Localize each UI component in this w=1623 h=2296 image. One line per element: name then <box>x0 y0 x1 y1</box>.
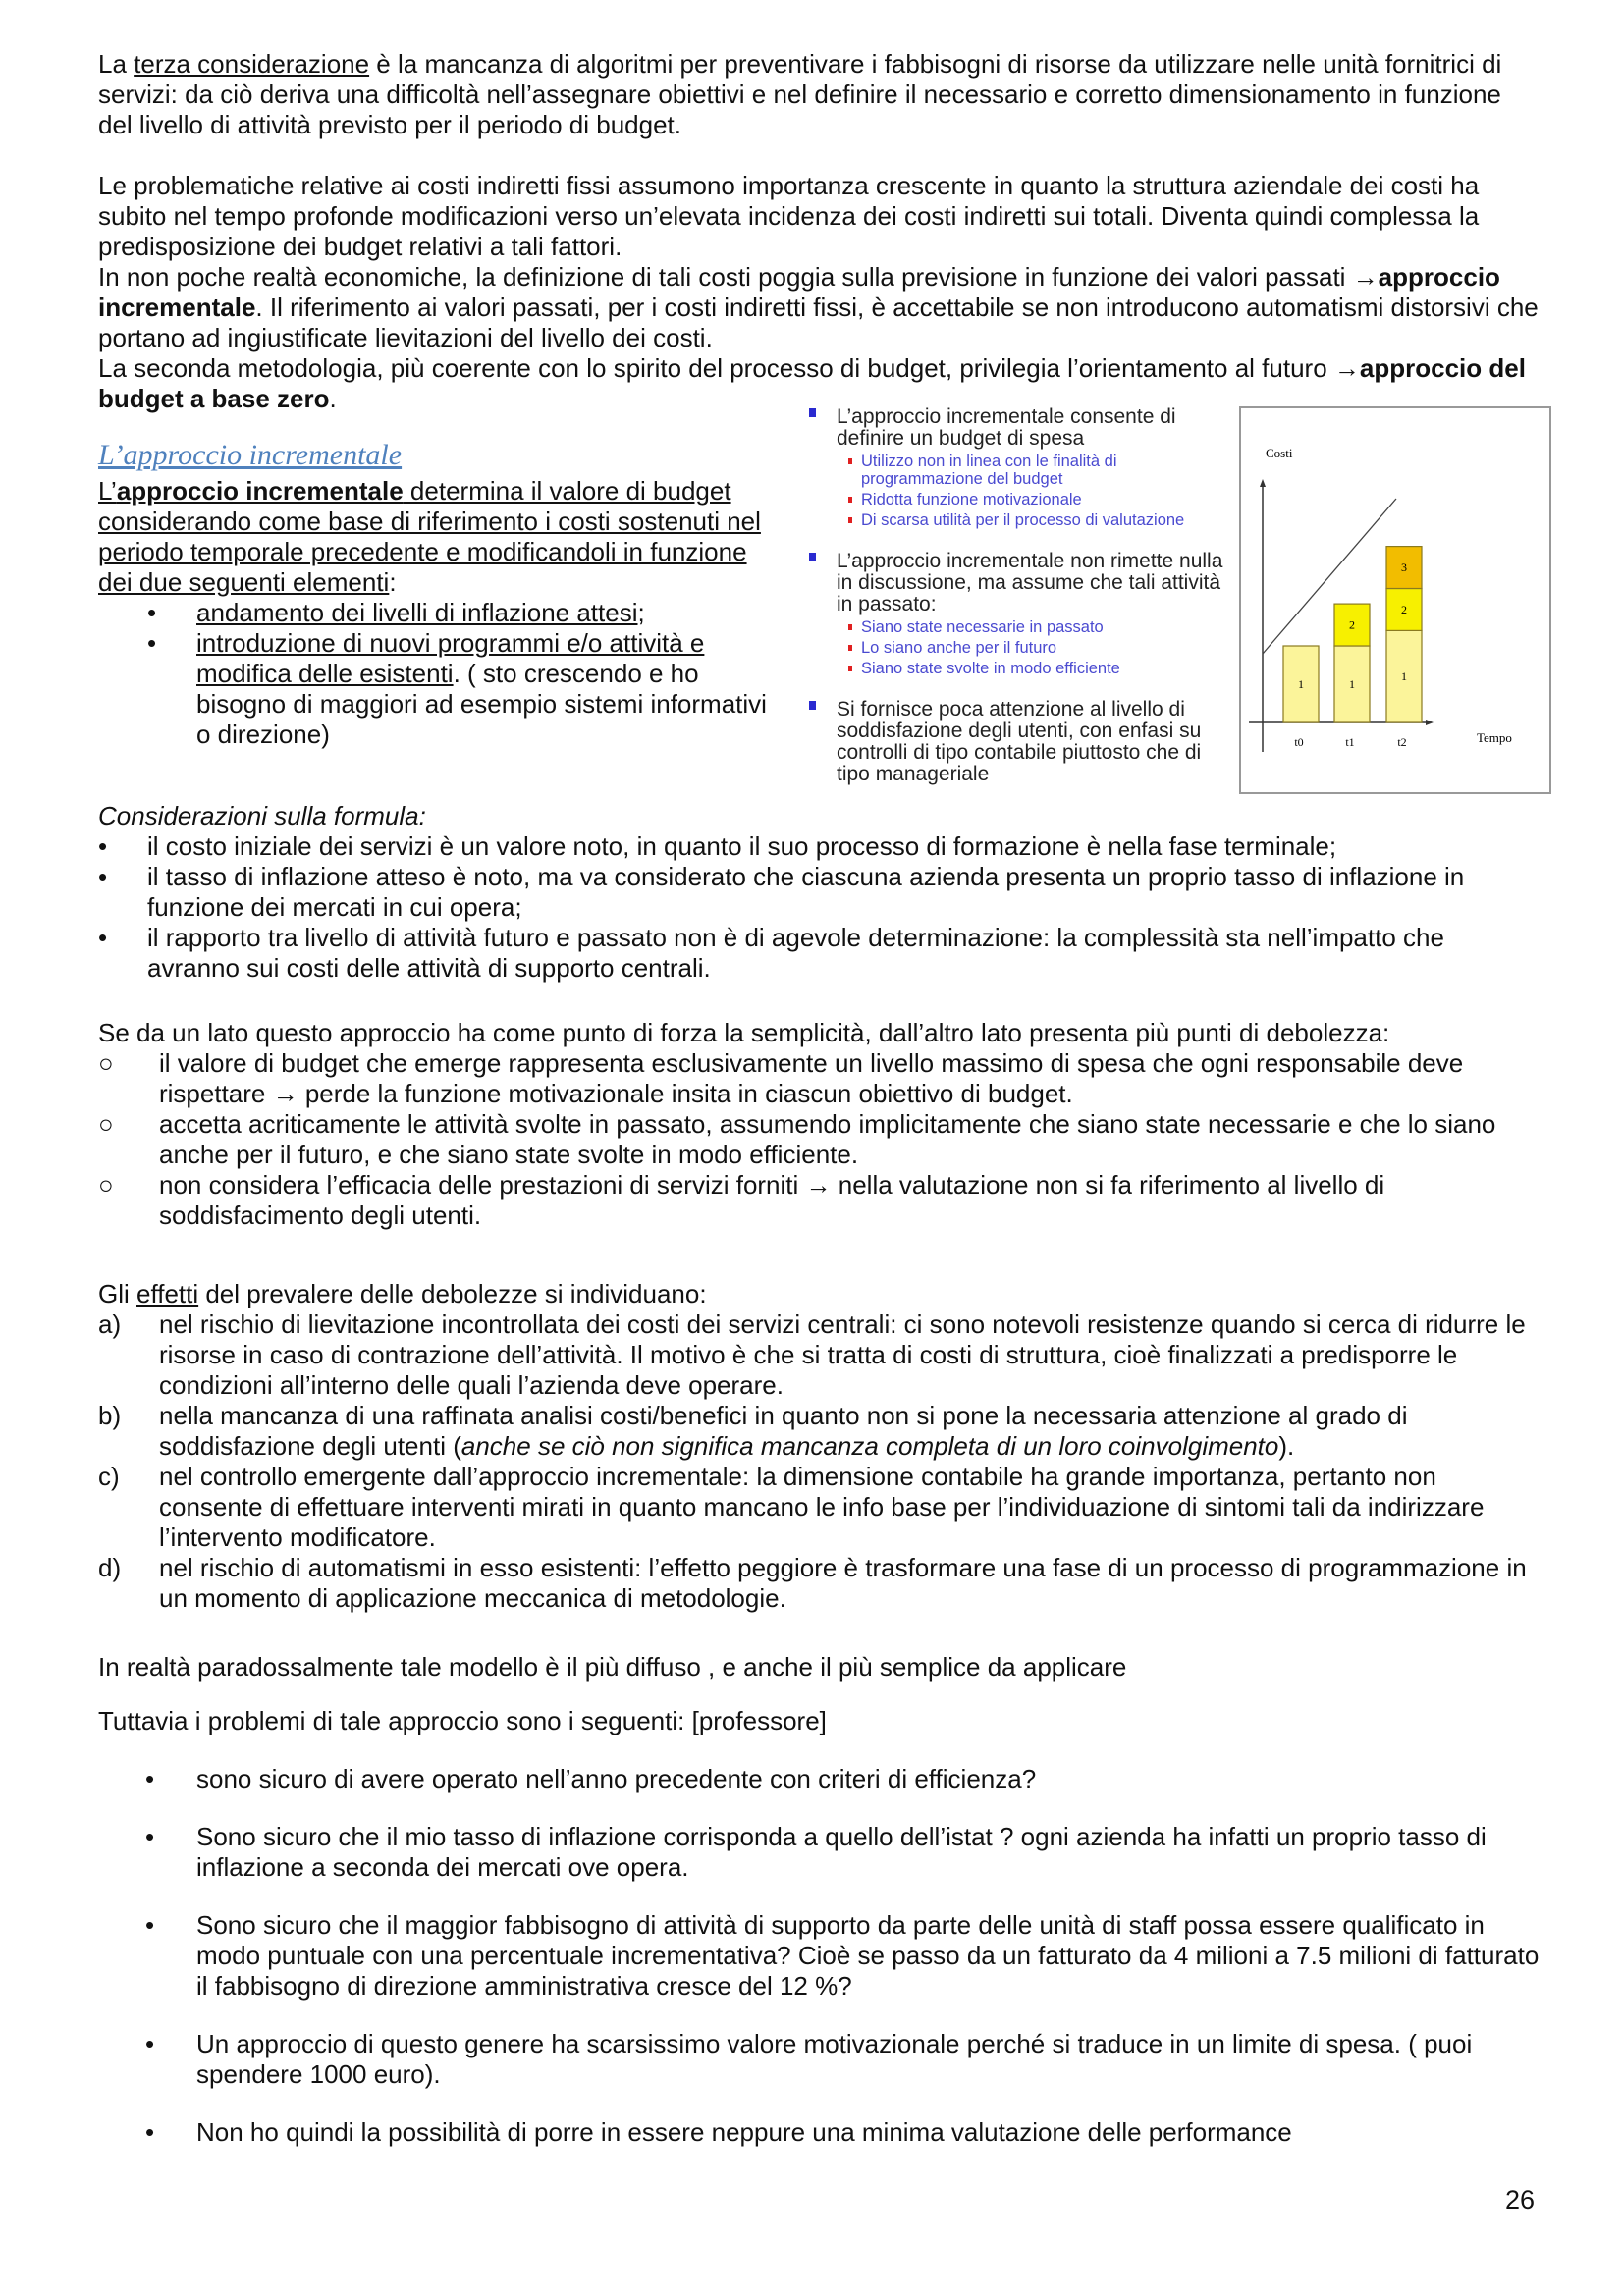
red-bullet-icon <box>848 645 852 651</box>
text-run: . Il riferimento ai valori passati, per i costi indiretti fissi, è accettabile se non introducono automatismi distorsivi che portano ad ingiustificate lievitazioni del livello dei costi. <box>98 293 1539 352</box>
text-run: Gli <box>98 1279 136 1308</box>
text-run: In non poche realtà economiche, la definizione di tali costi poggia sulla previsione in funzione dei valori passati → <box>98 262 1379 292</box>
slide-point-text <box>797 699 1234 785</box>
item-text: Sono sicuro che il mio tasso di inflazione corrisponda a quello dell’istat ? ogni azienda ha infatti un proprio tasso di inflazione a seconda dei mercati ove opera. <box>196 1822 1487 1882</box>
x-tick-label: t0 <box>1294 735 1304 749</box>
letter-marker: d) <box>98 1553 122 1582</box>
subpoint-text: Utilizzo non in linea con le finalità di programmazione del budget <box>861 453 1117 488</box>
section-bullet: • andamento dei livelli di inflazione attesi; <box>147 598 645 627</box>
bullet-marker: • <box>145 1764 155 1793</box>
realta-paragraph: In realtà paradossalmente tale modello è il più diffuso , e anche il più semplice da applicare <box>98 1652 1127 1682</box>
x-axis-arrow-icon <box>1426 720 1434 725</box>
text-run: La <box>98 49 135 79</box>
considerazioni-section <box>98 801 1542 984</box>
considerazioni-title: Considerazioni sulla formula: <box>98 801 426 830</box>
text-run: . <box>329 384 337 413</box>
incremental-section <box>98 440 785 750</box>
effetto-item <box>98 1309 1542 1401</box>
subpoint-text: Siano state necessarie in passato <box>861 618 1104 636</box>
text-run: terza considerazione <box>134 49 370 79</box>
considerazione-item <box>98 862 1542 923</box>
red-bullet-icon <box>848 458 852 464</box>
considerazione-item <box>98 923 1542 984</box>
text-run: nel rischio di automatismi in esso esistenti: l’effetto peggiore è trasformare una fase di un processo di programmazione in un momento di applicazione meccanica di metodologie. <box>159 1553 1527 1613</box>
bullet-marker: • <box>98 923 108 952</box>
section-heading: L’approccio incrementale <box>98 439 403 471</box>
bar-segment-label: 1 <box>1401 669 1407 684</box>
intro-para-2 <box>98 171 1542 262</box>
slide-subpoint <box>797 660 1234 677</box>
debolezza-item <box>98 1109 1542 1170</box>
bullet-marker: • <box>145 1910 155 1940</box>
problema-item <box>98 1822 1542 1883</box>
bullet-marker: • <box>145 2117 155 2147</box>
point-text: L’approccio incrementale consente di definire un budget di spesa <box>837 405 1176 450</box>
text-run: : <box>389 567 397 597</box>
slide-subpoint <box>797 639 1234 657</box>
slide-point-text <box>797 551 1234 615</box>
bar-segment-label: 2 <box>1401 602 1407 616</box>
text-run: introduzione di nuovi programmi e/o attività e modifica delle esistenti <box>196 628 705 688</box>
subpoint-text: Siano state svolte in modo efficiente <box>861 660 1120 677</box>
subpoint-text: Di scarsa utilità per il processo di valutazione <box>861 511 1185 529</box>
problema-item <box>98 1764 1542 1794</box>
red-bullet-icon <box>848 497 852 503</box>
item-text: non considera l’efficacia delle prestazioni di servizi forniti → nella valutazione non si fa riferimento al livello di soddisfacimento degli utenti. <box>159 1170 1385 1230</box>
intro-section <box>98 49 1542 414</box>
bullet-marker: • <box>98 831 108 861</box>
text-run: . ( sto crescendo e ho bisogno di maggiori ad esempio sistemi informativi o direzione) <box>196 659 767 749</box>
red-bullet-icon <box>848 666 852 671</box>
text-run: anche se ciò non significa mancanza completa di un loro coinvolgimento <box>460 1431 1279 1461</box>
letter-marker: b) <box>98 1401 122 1430</box>
bar-segment-label: 2 <box>1349 617 1355 632</box>
bar-segment-label: 1 <box>1349 677 1355 691</box>
slide-point <box>797 699 1234 785</box>
item-text <box>159 1462 1484 1552</box>
x-tick-label: t2 <box>1397 735 1407 749</box>
problemi-list <box>98 1764 1542 2175</box>
problema-item <box>98 1910 1542 2002</box>
text-run: effetti <box>136 1279 199 1308</box>
bar-segment-label: 3 <box>1401 561 1407 575</box>
text-run: ). <box>1278 1431 1295 1461</box>
intro-para-3 <box>98 262 1542 353</box>
x-axis-label: Tempo <box>1477 730 1512 745</box>
text-run: ; <box>637 598 645 627</box>
tuttavia-paragraph: Tuttavia i problemi di tale approccio sono i seguenti: [professore] <box>98 1706 827 1735</box>
text-run: nel controllo emergente dall’approccio incrementale: la dimensione contabile ha grande importanza, pertanto non consente di effettuare interventi mirati in quanto mancano le info base per l’individuazione di sintomi tali da indirizzare l’intervento modificatore. <box>159 1462 1485 1552</box>
text-run: L’ <box>98 476 117 506</box>
text-run: approccio del budget a base zero <box>98 353 1526 413</box>
y-axis-arrow-icon <box>1260 479 1266 487</box>
text-run: è la mancanza di algoritmi per preventivare i fabbisogni di risorse da utilizzare nelle unità fornitrici di servizi: da ciò deriva una difficoltà nell’assegnare obiettivi e nel definire il necessario e corretto dimensionamento in funzione del livello di attività previsto per il periodo di budget. <box>98 49 1502 139</box>
item-text: sono sicuro di avere operato nell’anno precedente con criteri di efficienza? <box>196 1764 1037 1793</box>
item-text: accetta acriticamente le attività svolte in passato, assumendo implicitamente che siano state necessarie e che lo siano anche per il futuro, e che siano state svolte in modo efficiente. <box>159 1109 1496 1169</box>
item-text: il valore di budget che emerge rappresenta esclusivamente un livello massimo di spesa che ogni responsabile deve rispettare → perde la funzione motivazionale insita in ciascun obiettivo di budget. <box>159 1048 1464 1108</box>
red-bullet-icon <box>848 517 852 523</box>
debolezza-item <box>98 1170 1542 1231</box>
bullet-marker: • <box>98 862 108 891</box>
point-text: Si fornisce poca attenzione al livello di soddisfazione degli utenti, con enfasi su controlli di tipo contabile piuttosto che di tipo manageriale <box>837 698 1202 785</box>
debolezza-item <box>98 1048 1542 1109</box>
circle-marker: ○ <box>98 1048 114 1078</box>
item-text: Sono sicuro che il maggior fabbisogno di attività di supporto da parte delle unità di staff possa essere qualificato in modo puntuale con una percentuale incrementativa? Cioè se passo da un fatturato da 4 milioni a 7.5 milioni di fatturato il fabbisogno di direzione amministrativa cresce del 12 %? <box>196 1910 1540 2001</box>
circle-marker: ○ <box>98 1170 114 1200</box>
square-bullet-icon <box>809 701 816 710</box>
x-tick-label: t1 <box>1345 735 1355 749</box>
text-run: andamento dei livelli di inflazione attesi <box>196 598 638 627</box>
point-text: L’approccio incrementale non rimette nulla in discussione, ma assume che tali attività in passato: <box>837 550 1223 615</box>
text-run: nel rischio di lievitazione incontrollata dei costi dei servizi centrali: ci sono notevoli resistenze quando si cerca di ridurre le risorse in caso di contrazione dell’attività. Il motivo è che si tratta di costi di struttura, cioè finalizzati a predisporre le condizioni all’interno delle quali l’azienda deve operare. <box>159 1309 1526 1400</box>
effetto-item <box>98 1462 1542 1553</box>
letter-marker: c) <box>98 1462 120 1491</box>
debolezze-section <box>98 1018 1542 1231</box>
effetto-item <box>98 1401 1542 1462</box>
section-paragraph <box>98 476 785 598</box>
effetto-item <box>98 1553 1542 1614</box>
item-text <box>159 1553 1527 1613</box>
square-bullet-icon <box>809 408 816 417</box>
slide-point <box>797 551 1234 677</box>
text-run: approccio incrementale <box>98 262 1500 322</box>
item-text <box>159 1401 1407 1461</box>
letter-marker: a) <box>98 1309 122 1339</box>
subpoint-text: Ridotta funzione motivazionale <box>861 491 1082 508</box>
effetti-section <box>98 1279 1542 1614</box>
red-bullet-icon <box>848 624 852 630</box>
problema-item <box>98 2117 1542 2148</box>
problema-item <box>98 2029 1542 2090</box>
intro-para-1 <box>98 49 1542 140</box>
slide-subpoint <box>797 453 1234 488</box>
bar-segment-label: 1 <box>1298 677 1304 691</box>
bullet-marker: • <box>145 2029 155 2058</box>
slide-subpoint <box>797 491 1234 508</box>
page-number: 26 <box>1505 2185 1536 2215</box>
circle-marker: ○ <box>98 1109 114 1139</box>
square-bullet-icon <box>809 553 816 561</box>
effetti-intro <box>98 1279 1542 1309</box>
item-text: Un approccio di questo genere ha scarsissimo valore motivazionale perché si traduce in un limite di spesa. ( puoi spendere 1000 euro). <box>196 2029 1473 2089</box>
text-run: approccio incrementale <box>116 476 404 506</box>
trend-line <box>1263 499 1396 654</box>
item-text: il costo iniziale dei servizi è un valore noto, in quanto il suo processo di formazione è nella fase terminale; <box>147 831 1337 861</box>
considerazione-item <box>98 831 1542 862</box>
slide-point <box>797 406 1234 529</box>
bullet-marker: • <box>145 1822 155 1851</box>
section-bullet: • introduzione di nuovi programmi e/o attività e modifica delle esistenti. ( sto crescendo e ho bisogno di maggiori ad esempio sistemi informativi o direzione) <box>147 628 767 749</box>
y-axis-label: Costi <box>1266 446 1293 460</box>
item-text: il tasso di inflazione atteso è noto, ma va considerato che ciascuna azienda presenta un proprio tasso di inflazione in funzione dei mercati in cui opera; <box>147 862 1465 922</box>
text-run: Le problematiche relative ai costi indiretti fissi assumono importanza crescente in quanto la struttura aziendale dei costi ha subito nel tempo profonde modificazioni verso un’elevata incidenza dei costi indiretti sui totali. Diventa quindi complessa la predisposizione dei budget relativi a tali fattori. <box>98 171 1480 261</box>
text-run: nella mancanza di una raffinata analisi costi/benefici in quanto non si pone la necessaria attenzione al grado di soddisfazione degli utenti ( <box>159 1401 1408 1461</box>
debolezze-intro: Se da un lato questo approccio ha come punto di forza la semplicità, dall’altro lato presenta più punti di debolezza: <box>98 1018 1390 1047</box>
item-text: il rapporto tra livello di attività futuro e passato non è di agevole determinazione: la complessità sta nell’impatto che avranno sui costi delle attività di supporto centrali. <box>147 923 1444 983</box>
slide-subpoint <box>797 618 1234 636</box>
slide-subpoint <box>797 511 1234 529</box>
slide-point-text <box>797 406 1234 450</box>
item-text <box>159 1309 1526 1400</box>
text-run: determina il valore di budget considerando come base di riferimento i costi sostenuti nel periodo temporale precedente e modificandoli in funzione dei due seguenti elementi <box>98 476 761 597</box>
incremental-chart <box>1239 406 1551 794</box>
subpoint-text: Lo siano anche per il futuro <box>861 639 1057 657</box>
item-text: Non ho quindi la possibilità di porre in essere neppure una minima valutazione delle performance <box>196 2117 1292 2147</box>
text-run: La seconda metodologia, più coerente con lo spirito del processo di budget, privilegia l’orientamento al futuro → <box>98 353 1360 383</box>
text-run: del prevalere delle debolezze si individuano: <box>198 1279 707 1308</box>
slide-figure <box>797 399 1553 796</box>
